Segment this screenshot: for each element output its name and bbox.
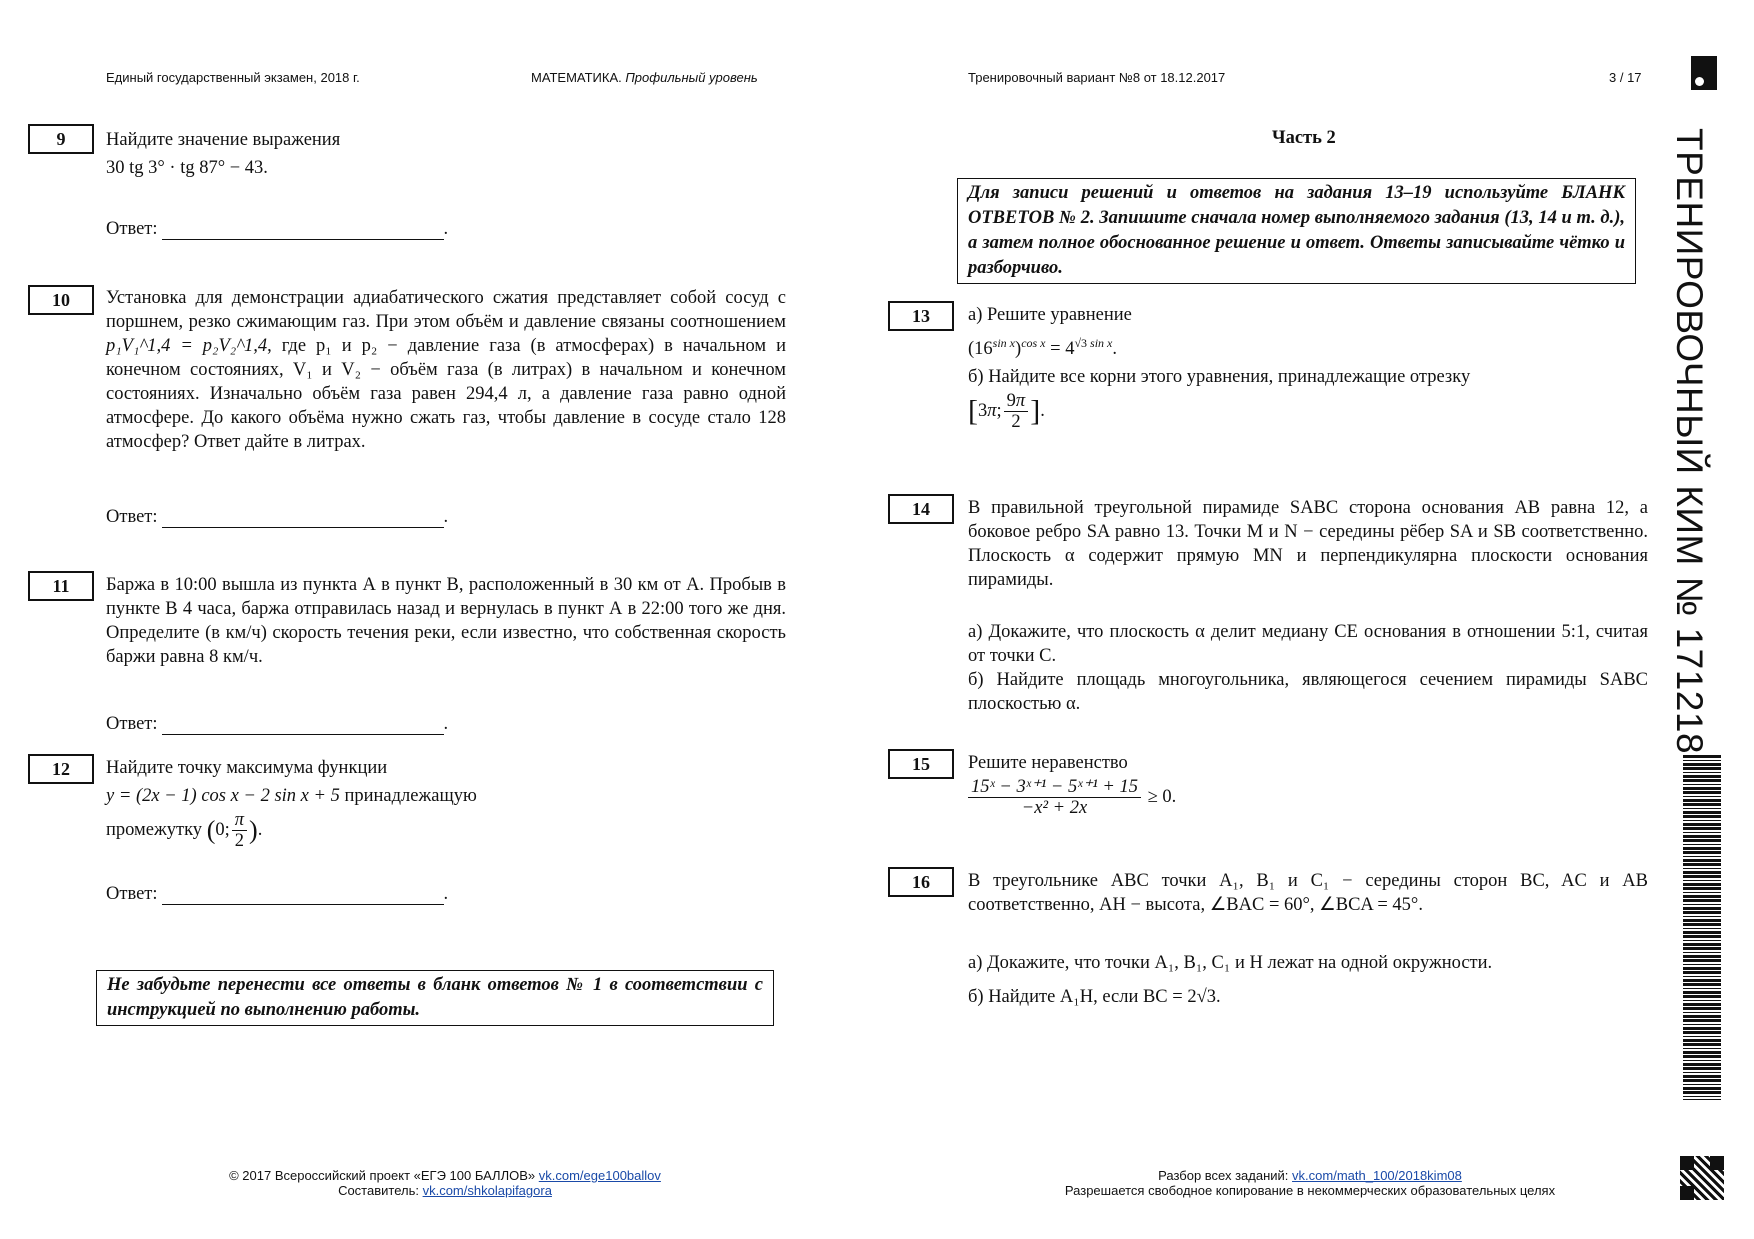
answer-line[interactable]	[162, 509, 444, 528]
task-13-a: а) Решите уравнение	[968, 305, 1132, 325]
task-16-text	[968, 869, 1648, 1009]
task-9-answer: Ответ: .	[106, 219, 449, 239]
answer-label: Ответ:	[106, 884, 158, 904]
footer-left	[160, 1168, 730, 1198]
task-14-number: 14	[888, 494, 954, 524]
task-9-expression: 30 tg 3° · tg 87° − 43.	[106, 158, 268, 178]
task-10-text-a: Установка для демонстрации адиабатического сжатия представляет собой сосуд с поршнем, резко сжимающим газ. При этом объём и давление связаны соотношением	[106, 288, 786, 332]
task-14-b: б) Найдите площадь многоугольника, являющегося сечением пирамиды SABC плоскостью α.	[968, 670, 1648, 714]
answer-line[interactable]	[162, 221, 444, 240]
answer-line[interactable]	[162, 716, 444, 735]
side-title-text: ТРЕНИРОВОЧНЫЙ КИМ № 171218	[1669, 128, 1710, 755]
answer-label: Ответ:	[106, 714, 158, 734]
answer-line[interactable]	[162, 886, 444, 905]
task-15-text	[968, 751, 1648, 818]
task-12-text	[106, 756, 786, 851]
answer-label: Ответ:	[106, 219, 158, 239]
task-14-a: а) Докажите, что плоскость α делит медиану CE основания в отношении 5:1, считая от точки C.	[968, 622, 1648, 666]
task-10-formula: p₁V₁^1,4 = p₂V₂^1,4	[106, 336, 268, 356]
footer-right	[1000, 1168, 1620, 1198]
task-13-equation: $(16^{sin x})^{cos x} = 4^{√3 sin x}$.	[968, 336, 1118, 360]
footer-link-ege100[interactable]: vk.com/ege100ballov	[538, 1168, 661, 1183]
part2-instruction-box: Для записи решений и ответов на задания 13–19 используйте БЛАНК ОТВЕТОВ № 2. Запишите сначала номер выполняемого задания (13, 14 и т. д.), а затем полное обоснованное решение и ответ. Ответы записывайте чётко и разборчиво.	[957, 178, 1636, 284]
footer-license: Разрешается свободное копирование в некоммерческих образовательных целях	[1064, 1183, 1556, 1198]
footer-link-author[interactable]: vk.com/shkolapifagora	[422, 1183, 552, 1198]
answer-label: Ответ:	[106, 507, 158, 527]
footer-author-label: Составитель:	[338, 1183, 419, 1198]
task-15-tail: ≥ 0.	[1147, 786, 1177, 807]
header-variant: Тренировочный вариант №8 от 18.12.2017	[968, 70, 1226, 85]
task-15-inequality	[968, 777, 1648, 818]
task-16-b: б) Найдите A₁H, если BC = 2√3.	[968, 987, 1221, 1007]
barcode	[1683, 755, 1721, 1100]
task-10-answer: Ответ: .	[106, 507, 449, 527]
task-12-expression-tail: принадлежащую	[344, 786, 477, 806]
task-13-text	[968, 303, 1648, 432]
header-page: 3 / 17	[1609, 70, 1642, 85]
footer-copyright: © 2017 Всероссийский проект «ЕГЭ 100 БАЛЛОВ»	[229, 1168, 536, 1183]
task-16-statement: В треугольнике ABC точки A₁, B₁ и C₁ − середины сторон BC, AC и AB соответственно, AH − высота, ∠BAC = 60°, ∠BCA = 45°.	[968, 871, 1648, 915]
task-10-text-b: , где p₁ и p₂ − давление газа (в атмосферах) в начальном и конечном состояниях, V₁ и V₂ − объём газа (в литрах) в начальном и конечном состояниях. Изначально объём газа равен 294,4 л, а давление газа равно одной атмосфере. До какого объёма нужно сжать газ, чтобы давление в сосуде стало 128 атмосфер? Ответ дайте в литрах.	[106, 336, 786, 452]
reminder-box: Не забудьте перенести все ответы в бланк ответов № 1 в соответствии с инструкцией по выполнению работы.	[96, 970, 774, 1026]
task-15-numerator: 15ˣ − 3ˣ⁺¹ − 5ˣ⁺¹ + 15	[968, 777, 1141, 798]
task-12-function	[106, 784, 786, 808]
header-exam: Единый государственный экзамен, 2018 г.	[106, 70, 360, 85]
task-12-interval-word: промежутку	[106, 819, 203, 840]
footer-link-analysis[interactable]: vk.com/math_100/2018kim08	[1292, 1168, 1462, 1183]
task-11-answer: Ответ: .	[106, 714, 449, 734]
task-16-number: 16	[888, 867, 954, 897]
task-9-number: 9	[28, 124, 94, 154]
header-subject-main: МАТЕМАТИКА.	[531, 70, 622, 85]
task-14-statement: В правильной треугольной пирамиде SABC сторона основания AB равна 12, а боковое ребро SA равно 13. Точки M и N − середины рёбер SA и SB соответственно. Плоскость α содержит прямую MN и перпендикулярна плоскости основания пирамиды.	[968, 498, 1648, 590]
task-14-text	[968, 496, 1648, 716]
task-9-question: Найдите значение выражения	[106, 130, 341, 150]
part2-title: Часть 2	[1272, 128, 1336, 148]
task-10-text	[106, 286, 786, 454]
task-13-b: б) Найдите все корни этого уравнения, принадлежащие отрезку	[968, 367, 1471, 388]
header-subject	[531, 70, 758, 85]
task-15-question: Решите неравенство	[968, 753, 1128, 773]
task-11-number: 11	[28, 571, 94, 601]
task-10-number: 10	[28, 285, 94, 315]
side-title	[1669, 128, 1720, 755]
task-12-interval: промежутку (0; $\frac{\pi}{2}$ ).	[106, 810, 263, 851]
task-16-a: а) Докажите, что точки A₁, B₁, C₁ и H лежат на одной окружности.	[968, 953, 1493, 973]
task-15-denominator: −x² + 2x	[1021, 798, 1088, 818]
task-12-answer: Ответ: .	[106, 884, 449, 904]
task-12-number: 12	[28, 754, 94, 784]
task-12-expression: y = (2x − 1) cos x − 2 sin x + 5	[106, 786, 340, 806]
task-13-segment: [3π; $\frac{9\pi}{2}$ ].	[968, 391, 1045, 433]
task-12-question: Найдите точку максимума функции	[106, 758, 388, 778]
footer-analysis-label: Разбор всех заданий:	[1158, 1168, 1289, 1183]
task-13-number: 13	[888, 301, 954, 331]
corner-marker	[1691, 56, 1717, 90]
task-9-text	[106, 128, 786, 180]
qr-code	[1680, 1156, 1724, 1200]
task-15-number: 15	[888, 749, 954, 779]
task-11-text: Баржа в 10:00 вышла из пункта А в пункт В, расположенный в 30 км от А. Пробыв в пункте В 4 часа, баржа отправилась назад и вернулась в пункт А в 22:00 того же дня. Определите (в км/ч) скорость течения реки, если известно, что собственная скорость баржи равна 8 км/ч.	[106, 575, 786, 667]
header-subject-level: Профильный уровень	[625, 70, 758, 85]
